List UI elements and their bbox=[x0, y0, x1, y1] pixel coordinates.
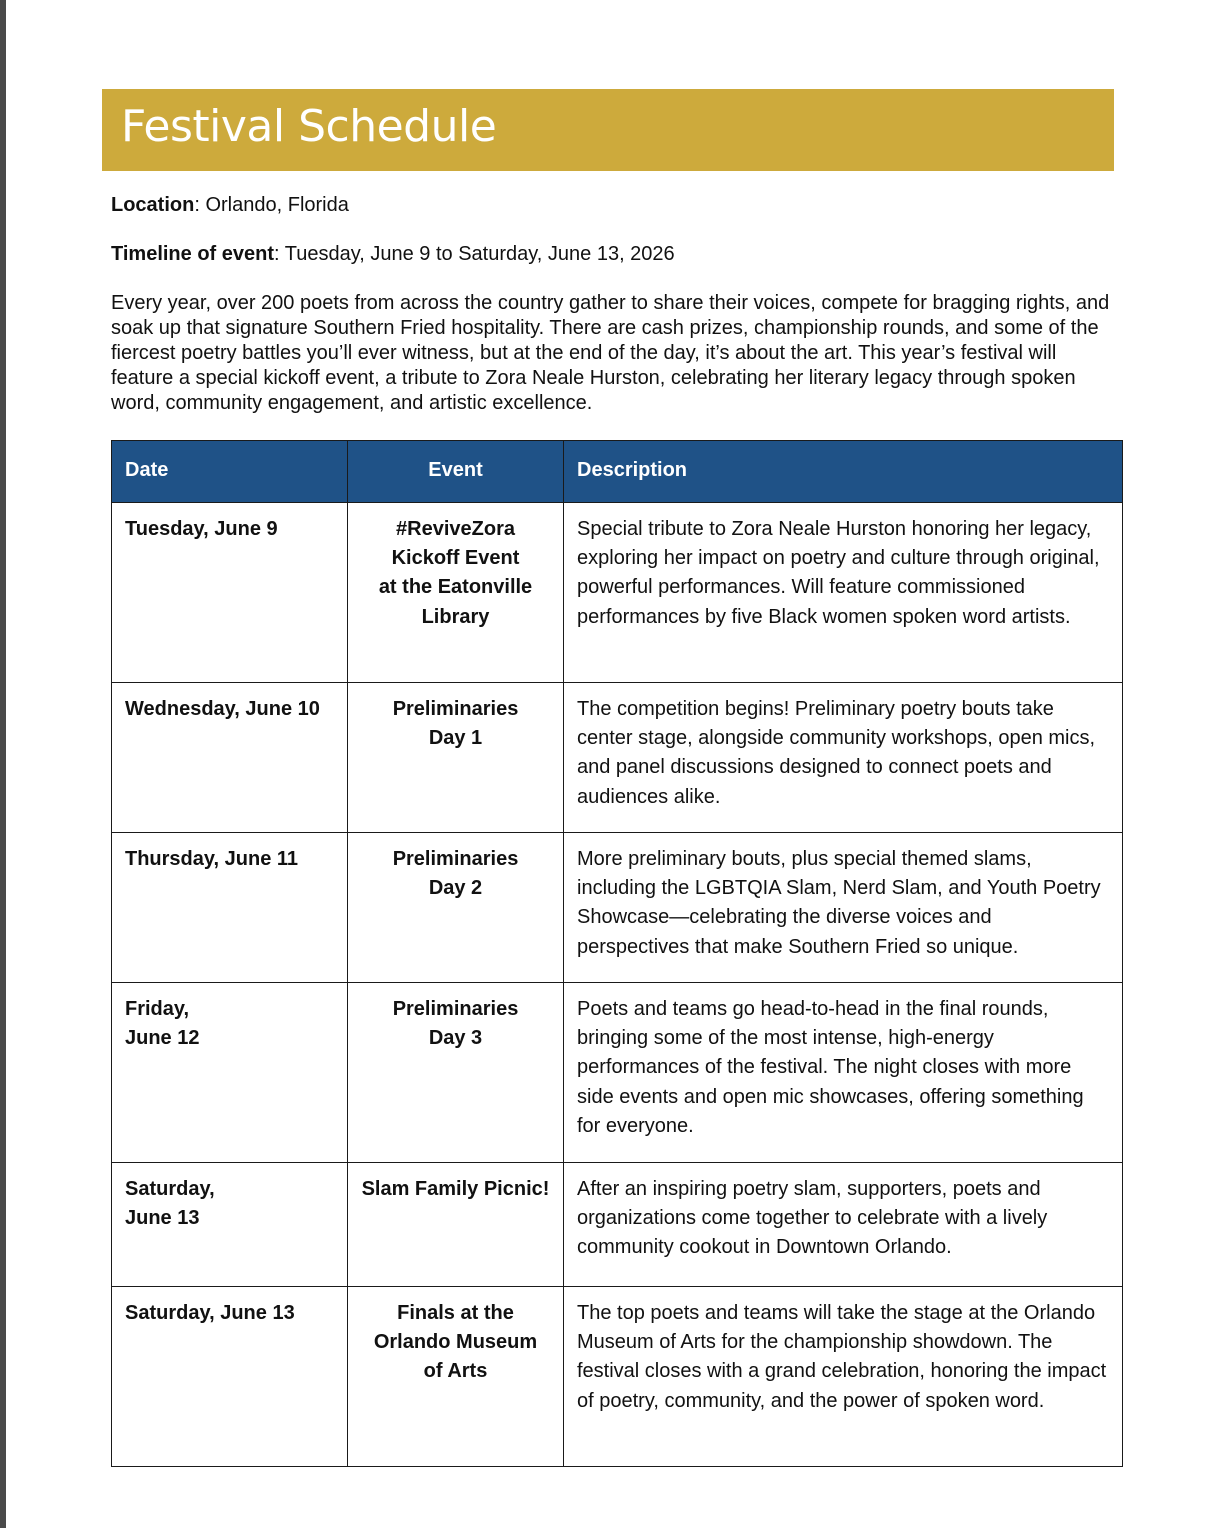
description-cell: After an inspiring poetry slam, supporters, poets and organizations come together to celebrate with a lively community cookout in Downtown Orlando. bbox=[564, 1163, 1123, 1287]
date-cell: Saturday, June 13 bbox=[112, 1163, 348, 1287]
window-edge bbox=[0, 0, 6, 1528]
header-description: Description bbox=[564, 441, 1123, 503]
date-cell: Saturday, June 13 bbox=[112, 1287, 348, 1467]
description-cell: The top poets and teams will take the stage at the Orlando Museum of Arts for the championship showdown. The festival closes with a grand celebration, honoring the impact of poetry, community, and the power of spoken word. bbox=[564, 1287, 1123, 1467]
header-date: Date bbox=[112, 441, 348, 503]
event-cell: #ReviveZora Kickoff Event at the Eatonville Library bbox=[348, 503, 564, 683]
timeline-line: Timeline of event: Tuesday, June 9 to Saturday, June 13, 2026 bbox=[111, 243, 675, 265]
header-event: Event bbox=[348, 441, 564, 503]
location-value: Orlando, Florida bbox=[205, 194, 349, 216]
date-cell: Wednesday, June 10 bbox=[112, 683, 348, 833]
table-row bbox=[112, 983, 1123, 1163]
table-row bbox=[112, 1163, 1123, 1287]
table-row bbox=[112, 683, 1123, 833]
date-cell: Tuesday, June 9 bbox=[112, 503, 348, 683]
description-cell: Poets and teams go head-to-head in the final rounds, bringing some of the most intense, high-energy performances of the festival. The night closes with more side events and open mic showcases, offering something for everyone. bbox=[564, 983, 1123, 1163]
intro-paragraph: Every year, over 200 poets from across the country gather to share their voices, compete for bragging rights, and soak up that signature Southern Fried hospitality. There are cash prizes, championship rounds, and some of the fiercest poetry battles you’ll ever witness, but at the end of the day, it’s about the art. This year’s festival will feature a special kickoff event, a tribute to Zora Neale Hurston, celebrating her literary legacy through spoken word, community engagement, and artistic excellence. bbox=[111, 292, 1110, 414]
table-header-row bbox=[112, 441, 1123, 503]
location-label: Location bbox=[111, 194, 195, 216]
description-cell: Special tribute to Zora Neale Hurston honoring her legacy, exploring her impact on poetry and culture through original, powerful performances. Will feature commissioned performances by five Black women spoken word artists. bbox=[564, 503, 1123, 683]
description-cell: More preliminary bouts, plus special themed slams, including the LGBTQIA Slam, Nerd Slam, and Youth Poetry Showcase—celebrating the diverse voices and perspectives that make Southern Fried so unique. bbox=[564, 833, 1123, 983]
event-cell: Preliminaries Day 1 bbox=[348, 683, 564, 833]
date-cell: Friday, June 12 bbox=[112, 983, 348, 1163]
timeline-label: Timeline of event bbox=[111, 243, 275, 265]
table-row bbox=[112, 503, 1123, 683]
table-row bbox=[112, 1287, 1123, 1467]
page-title: Festival Schedule bbox=[121, 101, 497, 152]
event-cell: Preliminaries Day 2 bbox=[348, 833, 564, 983]
timeline-value: Tuesday, June 9 to Saturday, June 13, 2026 bbox=[284, 243, 675, 265]
event-cell: Finals at the Orlando Museum of Arts bbox=[348, 1287, 564, 1467]
event-cell: Slam Family Picnic! bbox=[348, 1163, 564, 1287]
location-line: Location: Orlando, Florida bbox=[111, 194, 349, 216]
title-banner bbox=[102, 89, 1114, 171]
date-cell: Thursday, June 11 bbox=[112, 833, 348, 983]
description-cell: The competition begins! Preliminary poetry bouts take center stage, alongside community workshops, open mics, and panel discussions designed to connect poets and audiences alike. bbox=[564, 683, 1123, 833]
table-row bbox=[112, 833, 1123, 983]
event-cell: Preliminaries Day 3 bbox=[348, 983, 564, 1163]
schedule-table bbox=[111, 440, 1123, 1467]
